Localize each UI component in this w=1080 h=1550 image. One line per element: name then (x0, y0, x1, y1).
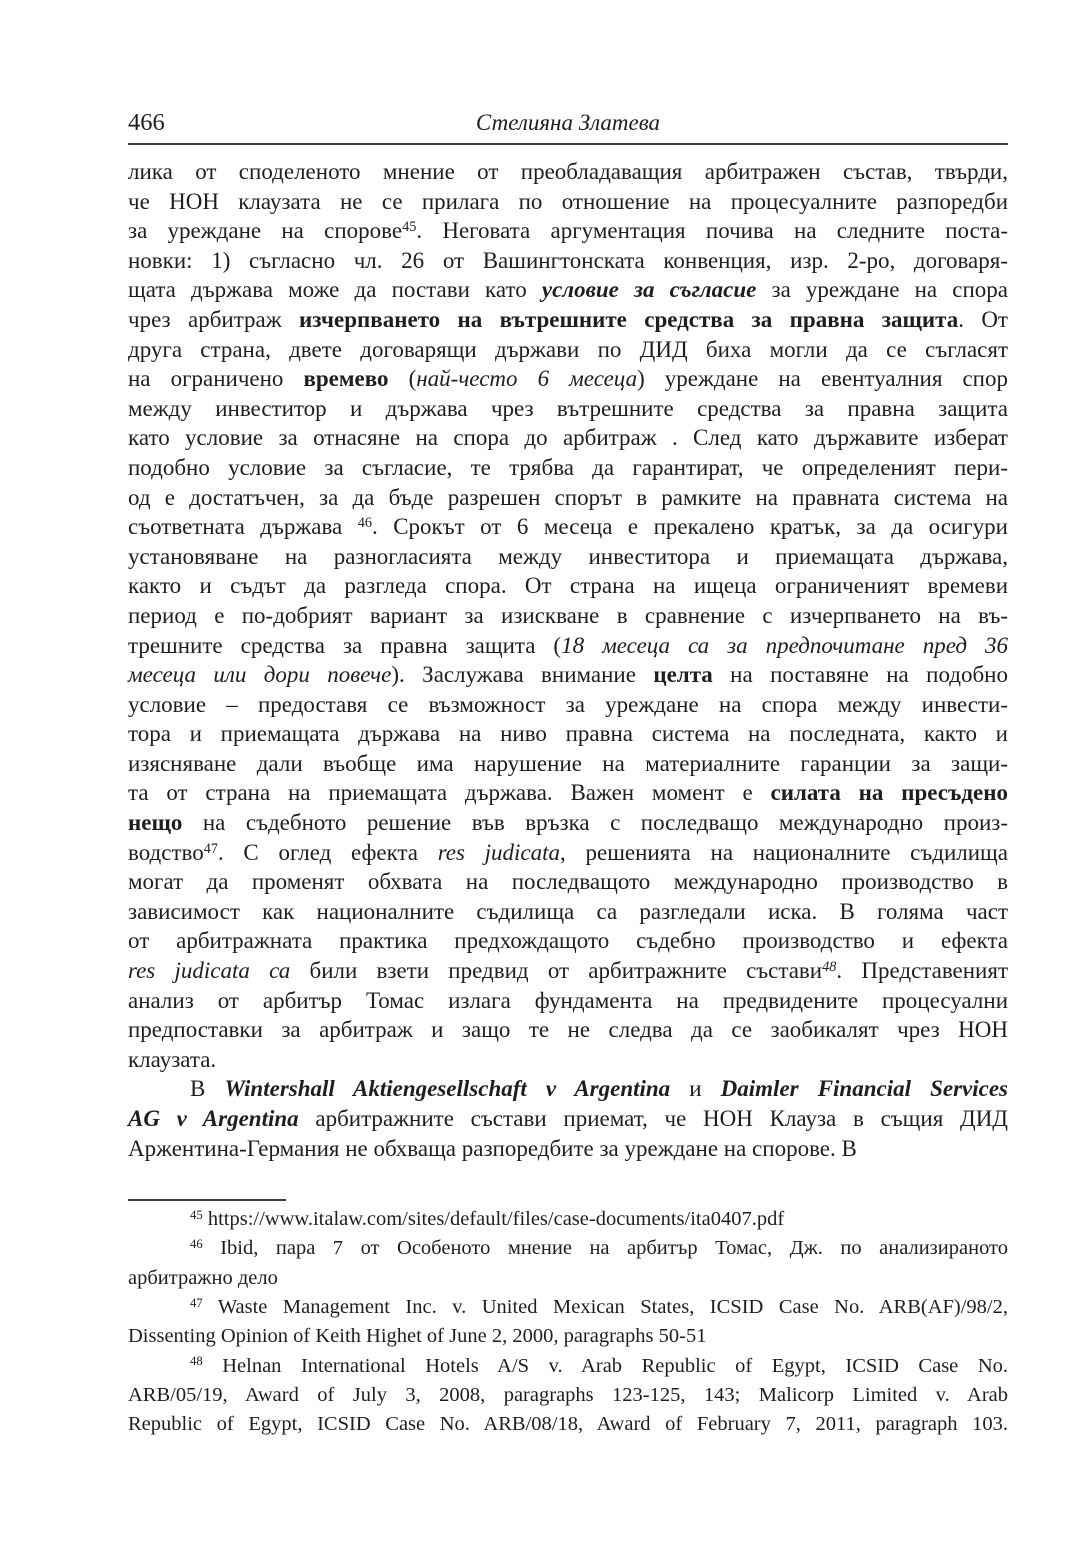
text-run: на поставяне на подобно (712, 662, 1008, 688)
text-run: че НОН клаузата не се прилага по отношение на процесуалните разпоредби (128, 188, 1008, 214)
text-line (128, 778, 1008, 808)
text-run: като условие за отнасяне на спора до арбитраж . След като държавите изберат (128, 425, 1008, 451)
text-run: силата на пресъдено (770, 780, 1008, 806)
text-line (128, 690, 1008, 720)
text-run: трешните средства за правна защита ( (128, 632, 562, 658)
text-run: водство (128, 839, 204, 865)
text-line (128, 1322, 1008, 1351)
text-run: AG v Argentina (128, 1106, 299, 1131)
text-run: Daimler Financial Services (720, 1076, 1009, 1102)
text-run: . С оглед ефекта (217, 839, 438, 865)
text-run: новки: 1) съгласно чл. 26 от Вашингтонската конвенция, изр. 2-ро, договаря- (128, 247, 1008, 273)
text-run: времево (303, 366, 389, 392)
running-header (128, 108, 1008, 137)
text-line (128, 364, 1008, 394)
text-line (128, 749, 1008, 779)
text-run: Waste Management Inc. v. United Mexican States, ICSID Case No. ARB(AF)/98/2, (202, 1296, 1008, 1319)
text-run: друга страна, двете договарящи държави по ДИД биха могли да се съгласят (128, 336, 1008, 362)
text-line (128, 1205, 1008, 1234)
text-run: Аржентина-Германия не обхваща разпоредбите за уреждане на спорове. В (128, 1135, 857, 1161)
text-line (128, 542, 1008, 572)
footnote-ref: 47 (190, 1295, 203, 1310)
text-block (128, 0, 1008, 1440)
text-line (128, 246, 1008, 276)
text-line (128, 1410, 1008, 1439)
text-run: изчерпването на вътрешните средства за правна защита (299, 306, 959, 332)
running-head-author: Стелияна Златева (475, 110, 661, 135)
text-run: https://www.italaw.com/sites/default/files/case-documents/ita0407.pdf (202, 1208, 785, 1231)
text-run: Ibid, пара 7 от Особеното мнение на арбитър Томас, Дж. по анализираното (202, 1237, 1008, 1260)
text-line (128, 1381, 1008, 1410)
text-run: чрез арбитраж (128, 306, 300, 332)
text-run: арбитражно дело (128, 1266, 278, 1289)
text-line (128, 394, 1008, 424)
text-line (128, 631, 1008, 661)
text-line (128, 1015, 1008, 1045)
text-run: 18 месеца са за предпочитане пред 36 (561, 632, 1008, 658)
footnote-ref: 48 (190, 1354, 203, 1369)
text-run: анализ от арбитър Томас излага фундамента на предвидените процесуални (128, 987, 1008, 1013)
text-line (128, 838, 1008, 868)
text-run: както и съдът да разгледа спора. От страна на ищеца ограниченият времеви (128, 573, 1008, 599)
text-run: на ограничено (128, 366, 304, 392)
text-run: най-често 6 месеца (416, 366, 638, 392)
text-line (128, 926, 1008, 956)
text-run: Wintershall Aktiengesellschaft v Argentina (224, 1076, 671, 1102)
footnote-47 (128, 1293, 1008, 1352)
text-run: . Неговата аргументация почива на следните поста- (416, 218, 1008, 244)
text-line (128, 571, 1008, 601)
footnote-ref: 48 (822, 958, 837, 975)
text-run: на съдебното решение във връзка с последващо международно произ- (182, 810, 1008, 836)
text-run: от арбитражната практика предхождащото съдебно производство и ефекта (128, 928, 1008, 954)
text-line (128, 512, 1008, 542)
text-run: съответната държава (128, 514, 358, 540)
footnote-ref: 46 (190, 1237, 203, 1252)
text-run: установяване на разногласията между инвеститора и приемащата държава, (128, 543, 1008, 569)
text-line (128, 275, 1008, 305)
text-run: ) уреждане на евентуалния спор (637, 366, 1008, 392)
text-run: . Представеният (836, 958, 1008, 984)
text-line (128, 216, 1008, 246)
text-run: ( (388, 366, 417, 392)
text-run: ARB/05/19, Award of July 3, 2008, paragraphs 123-125, 143; Malicorp Limited v. Arab (128, 1383, 1008, 1406)
text-line (128, 660, 1008, 690)
text-run: res judicata са (128, 958, 291, 984)
text-run: res judicata (437, 839, 561, 865)
text-line (128, 187, 1008, 217)
text-run: за уреждане на спора (756, 277, 1008, 303)
text-run: , решенията на националните съдилища (560, 839, 1008, 865)
text-run: од е достатъчен, за да бъде разрешен спорът в рамките на правната система на (128, 484, 1008, 510)
text-run: В (190, 1076, 225, 1102)
text-run: и (670, 1076, 721, 1102)
text-run: за уреждане на спорове (128, 218, 403, 244)
footnote-ref: 45 (402, 219, 417, 236)
text-line (128, 601, 1008, 631)
body-text (128, 157, 1008, 1163)
text-line (128, 453, 1008, 483)
text-run: целта (653, 662, 713, 688)
text-line (128, 1293, 1008, 1322)
text-line (128, 1074, 1008, 1104)
text-run: условие – предоставя се възможност за уреждане на спора между инвести- (128, 691, 1008, 717)
text-line (128, 157, 1008, 187)
text-line (128, 423, 1008, 453)
text-line (128, 1352, 1008, 1381)
text-run: били взети предвид от арбитражните състави (290, 958, 823, 984)
text-run: подобно условие за съгласие, те трябва да гарантират, че определеният пери- (128, 454, 1008, 480)
text-line (128, 808, 1008, 838)
text-run: ). Заслужава внимание (391, 662, 654, 688)
footnote-48 (128, 1352, 1008, 1440)
footnote-ref: 47 (203, 840, 218, 857)
text-run: . Срокът от 6 месеца е прекалено кратък, за да осигури (371, 514, 1008, 540)
page-number: 466 (128, 109, 165, 136)
text-line (128, 986, 1008, 1016)
text-line (128, 305, 1008, 335)
text-run: та от страна на приемащата държава. Важен момент е (128, 780, 771, 806)
footnote-ref: 46 (357, 515, 372, 531)
text-run: клаузата. (128, 1046, 217, 1072)
text-line (128, 335, 1008, 365)
text-run: лика от споделеното мнение от преобладаващия арбитражен състав, твърди, (128, 159, 1008, 184)
paragraph-2 (128, 1074, 1008, 1163)
text-run: Helnan International Hotels A/S v. Arab Republic of Egypt, ICSID Case No. (202, 1354, 1008, 1377)
text-run: месеца или дори повече (128, 662, 392, 688)
text-line (128, 1134, 1008, 1164)
text-line (128, 897, 1008, 927)
text-line (128, 867, 1008, 897)
text-line (128, 1264, 1008, 1293)
text-line (128, 956, 1008, 986)
footnote-45 (128, 1205, 1008, 1234)
footnote-ref: 45 (190, 1207, 203, 1222)
text-run: между инвеститор и държава чрез вътрешните средства за правна защита (128, 395, 1008, 421)
text-line (128, 719, 1008, 749)
text-line (128, 1234, 1008, 1263)
footnotes (128, 1205, 1008, 1439)
text-run: условие за съгласие (541, 277, 757, 303)
text-run: предпоставки за арбитраж и защо те не следва да се заобикалят чрез НОН (128, 1017, 1008, 1043)
text-run: Republic of Egypt, ICSID Case No. ARB/08/18, Award of February 7, 2011, paragraph 103. (128, 1413, 1008, 1436)
text-run: зависимост как националните съдилища са разгледали иска. В голяма част (128, 898, 1008, 924)
text-run: могат да променят обхвата на последващото международно производство в (128, 869, 1008, 895)
text-run: щата държава може да постави като (128, 277, 542, 303)
text-line (128, 1104, 1008, 1134)
text-run: изясняване дали въобще има нарушение на материалните гаранции за защи- (128, 750, 1008, 776)
header-rule (128, 143, 1008, 145)
text-line (128, 483, 1008, 513)
text-run: период е по-добрият вариант за изискване в сравнение с изчерпването на въ- (128, 602, 1008, 628)
footnote-46 (128, 1234, 1008, 1293)
text-run: нещо (128, 810, 183, 836)
text-line (128, 1045, 1008, 1075)
footnote-separator (128, 1199, 286, 1201)
text-run: арбитражните състави приемат, че НОН Клауза в същия ДИД (298, 1106, 1008, 1131)
paragraph-1 (128, 157, 1008, 1074)
text-run: . От (958, 306, 1008, 332)
text-run: тора и приемащата държава на ниво правна система на последната, както и (128, 721, 1008, 747)
text-run: Dissenting Opinion of Keith Highet of June 2, 2000, paragraphs 50-51 (128, 1325, 707, 1348)
